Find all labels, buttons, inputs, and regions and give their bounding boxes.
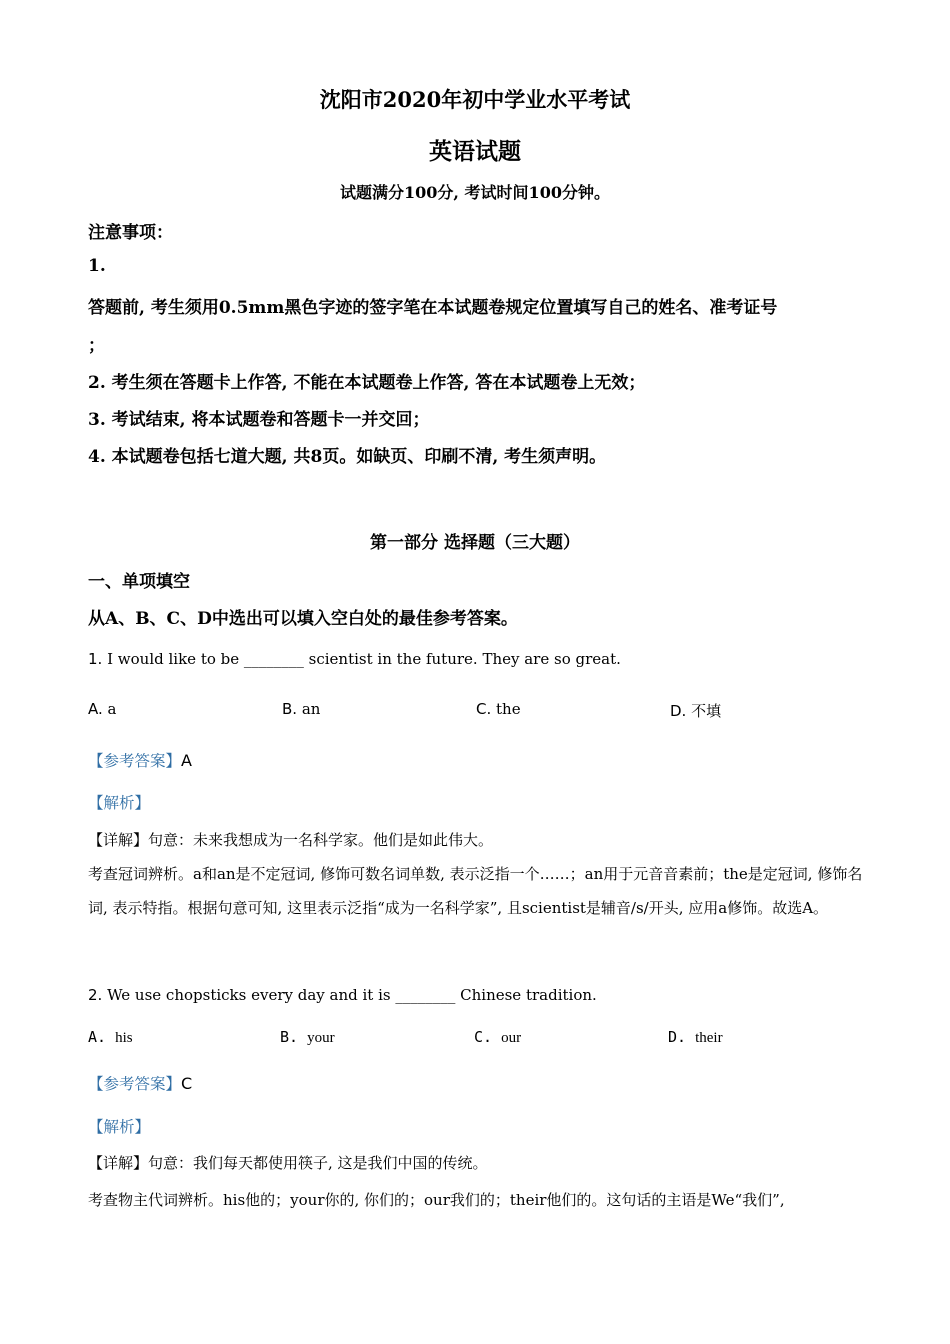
option-b: B. an: [282, 700, 321, 718]
exam-title: 沈阳市2020年初中学业水平考试: [319, 87, 631, 112]
part-title: 第一部分 选择题（三大题）: [370, 533, 580, 553]
option-d: D. their: [668, 1028, 723, 1046]
detail-text: 【详解】句意：我们每天都使用筷子, 这是我们中国的传统。: [88, 1154, 488, 1172]
option-a: A. a: [88, 700, 117, 718]
analysis-tag: 【解析】: [88, 794, 151, 812]
question-1: [88, 650, 621, 668]
answer-tag: 【参考答案】: [88, 1075, 182, 1093]
detail-text: 【详解】句意：未来我想成为一名科学家。他们是如此伟大。: [88, 831, 494, 849]
explanation-text: 考查冠词辨析。a和an是不定冠词, 修饰可数名词单数, 表示泛指一个……；an用于元音音素前；the是定冠词, 修饰名词, 表示特指。根据句意可知, 这里表示泛指“成为一名科学家”, 且scientist是辅音/s/开头, 应用a修饰。故选A。: [88, 865, 863, 917]
section-instruction: 从A、B、C、D中选出可以填入空白处的最佳参考答案。: [88, 609, 518, 629]
note-1-text: 答题前, 考生须用0.5mm黑色字迹的签字笔在本试题卷规定位置填写自己的姓名、准考证号: [88, 298, 778, 318]
explanation-text: 考查物主代词辨析。his他的；your你的, 你们的；our我们的；their他们的。这句话的主语是We“我们”,: [88, 1191, 785, 1209]
question-number: 2.: [88, 986, 103, 1004]
option-c: C. our: [474, 1028, 522, 1046]
option-c: C. the: [476, 700, 521, 718]
notes-heading: 注意事项：: [88, 223, 173, 243]
question-text: I would like to be ________ scientist in the future. They are so great.: [107, 650, 621, 668]
exam-info: 试题满分100分, 考试时间100分钟。: [340, 183, 610, 202]
answer-value: C: [181, 1074, 193, 1093]
option-b: B. your: [280, 1028, 335, 1046]
analysis-tag: 【解析】: [88, 1118, 151, 1136]
question-text: We use chopsticks every day and it is ________ Chinese tradition.: [107, 986, 597, 1004]
note-2: 2. 考生须在答题卡上作答, 不能在本试题卷上作答, 答在本试题卷上无效；: [88, 373, 646, 393]
answer-line: [88, 1072, 192, 1094]
note-1-number: 1.: [88, 256, 106, 276]
answer-tag: 【参考答案】: [88, 752, 182, 770]
note-4: 4. 本试题卷包括七道大题, 共8页。如缺页、印刷不清, 考生须声明。: [88, 447, 607, 467]
option-d: D. 不填: [670, 702, 722, 720]
question-2: [88, 986, 597, 1004]
section-title: 一、单项填空: [88, 572, 190, 592]
note-1-tail: ；: [88, 336, 105, 356]
note-3: 3. 考试结束, 将本试题卷和答题卡一并交回；: [88, 410, 430, 430]
option-a: A. his: [88, 1028, 133, 1046]
question-number: 1.: [88, 650, 103, 668]
answer-line: [88, 749, 192, 771]
subject-title: 英语试题: [429, 138, 521, 165]
answer-value: A: [181, 751, 192, 770]
